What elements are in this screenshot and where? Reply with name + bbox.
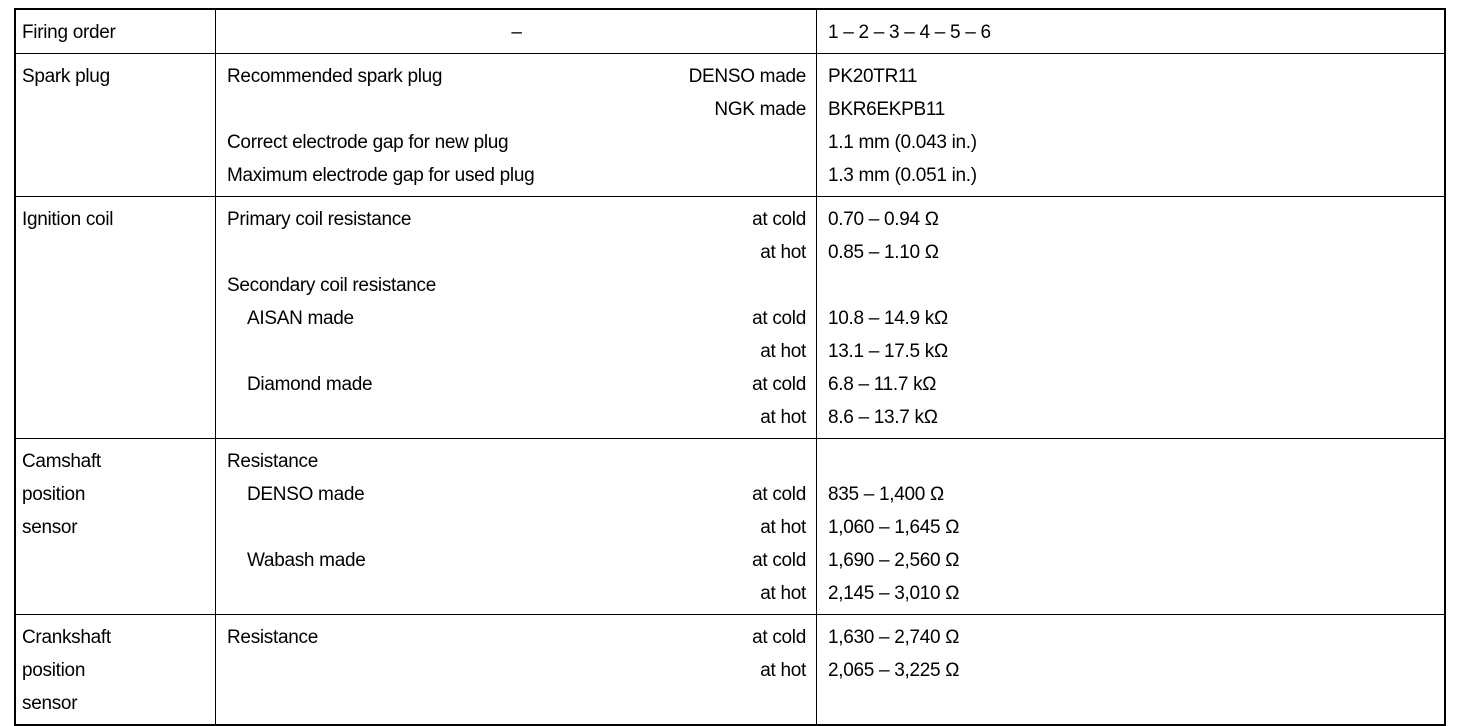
aisan-cold-label: at cold [752, 308, 806, 329]
camshaft-wabash-hot-value: 2,145 – 3,010 Ω [828, 583, 960, 604]
camshaft-conditions [216, 439, 817, 614]
ignition-spec-table [14, 8, 1446, 726]
secondary-coil-label: Secondary coil resistance [227, 275, 436, 296]
camshaft-wabash-hot-label: at hot [760, 583, 806, 604]
aisan-hot-value: 13.1 – 17.5 kΩ [828, 341, 948, 362]
camshaft-wabash-hot-line [227, 577, 806, 610]
denso-plug-value: PK20TR11 [828, 66, 918, 87]
camshaft-label-line-1: Camshaft [22, 451, 101, 472]
camshaft-wabash-cold-value: 1,690 – 2,560 Ω [828, 550, 960, 571]
camshaft-denso-cold-line [227, 478, 806, 511]
ignition-coil-label: Ignition coil [16, 197, 216, 438]
camshaft-wabash-cold-line [227, 544, 806, 577]
aisan-cold-value: 10.8 – 14.9 kΩ [828, 308, 948, 329]
spark-plug-denso-line [227, 60, 806, 93]
crankshaft-label-line-2: position [22, 660, 86, 681]
camshaft-wabash-cold-label: at cold [752, 550, 806, 571]
camshaft-denso-hot-label: at hot [760, 517, 806, 538]
camshaft-values [817, 439, 1444, 614]
aisan-cold-line [227, 302, 806, 335]
camshaft-sensor-label [16, 439, 216, 614]
recommended-plug-label: Recommended spark plug [227, 66, 443, 87]
primary-hot-line [227, 236, 806, 269]
crankshaft-values [817, 615, 1444, 724]
crankshaft-sensor-label [16, 615, 216, 724]
camshaft-denso-hot-line [227, 511, 806, 544]
crankshaft-hot-label: at hot [760, 660, 806, 681]
ngk-plug-value: BKR6EKPB11 [828, 99, 946, 120]
camshaft-denso-label: DENSO made [247, 484, 365, 505]
diamond-hot-value: 8.6 – 13.7 kΩ [828, 407, 938, 428]
camshaft-denso-hot-value: 1,060 – 1,645 Ω [828, 517, 960, 538]
primary-cold-line [227, 203, 806, 236]
ignition-coil-row [16, 196, 1444, 438]
ngk-made-label: NGK made [714, 99, 806, 120]
crankshaft-cold-label: at cold [752, 627, 806, 648]
firing-order-condition: – [511, 22, 522, 43]
diamond-made-label: Diamond made [247, 374, 373, 395]
primary-hot-value: 0.85 – 1.10 Ω [828, 242, 939, 263]
correct-gap-label: Correct electrode gap for new plug [227, 132, 509, 153]
max-gap-label: Maximum electrode gap for used plug [227, 165, 535, 186]
camshaft-denso-cold-value: 835 – 1,400 Ω [828, 484, 944, 505]
crankshaft-cold-line [227, 621, 806, 654]
denso-made-label: DENSO made [688, 66, 806, 87]
max-gap-value: 1.3 mm (0.051 in.) [828, 165, 977, 186]
aisan-hot-line [227, 335, 806, 368]
primary-hot-label: at hot [760, 242, 806, 263]
primary-coil-label: Primary coil resistance [227, 209, 412, 230]
crankshaft-conditions [216, 615, 817, 724]
crankshaft-sensor-row [16, 614, 1444, 724]
crankshaft-cold-value: 1,630 – 2,740 Ω [828, 627, 960, 648]
camshaft-label-line-2: position [22, 484, 86, 505]
diamond-cold-value: 6.8 – 11.7 kΩ [828, 374, 937, 395]
firing-order-value: 1 – 2 – 3 – 4 – 5 – 6 [828, 22, 991, 43]
diamond-cold-label: at cold [752, 374, 806, 395]
spark-plug-ngk-line [227, 93, 806, 126]
camshaft-label-line-3: sensor [22, 517, 78, 538]
crankshaft-hot-value: 2,065 – 3,225 Ω [828, 660, 960, 681]
camshaft-resistance-label: Resistance [227, 451, 318, 472]
crankshaft-label-line-3: sensor [22, 693, 78, 714]
spark-plug-values [817, 54, 1444, 196]
spark-plug-row [16, 53, 1444, 196]
firing-order-row [16, 10, 1444, 53]
ignition-coil-values [817, 197, 1444, 438]
crankshaft-label-line-1: Crankshaft [22, 627, 111, 648]
crankshaft-resistance-label: Resistance [227, 627, 318, 648]
primary-cold-value: 0.70 – 0.94 Ω [828, 209, 939, 230]
spark-plug-label: Spark plug [16, 54, 216, 196]
ignition-coil-conditions [216, 197, 817, 438]
aisan-made-label: AISAN made [247, 308, 354, 329]
firing-order-label: Firing order [16, 10, 216, 53]
aisan-hot-label: at hot [760, 341, 806, 362]
diamond-cold-line [227, 368, 806, 401]
camshaft-sensor-row [16, 438, 1444, 614]
firing-order-condition-cell [216, 10, 817, 53]
diamond-hot-label: at hot [760, 407, 806, 428]
crankshaft-hot-line [227, 654, 806, 687]
firing-order-value-cell [817, 10, 1444, 53]
spark-plug-conditions [216, 54, 817, 196]
camshaft-wabash-label: Wabash made [247, 550, 366, 571]
correct-gap-value: 1.1 mm (0.043 in.) [828, 132, 977, 153]
diamond-hot-line [227, 401, 806, 434]
primary-cold-label: at cold [752, 209, 806, 230]
camshaft-denso-cold-label: at cold [752, 484, 806, 505]
